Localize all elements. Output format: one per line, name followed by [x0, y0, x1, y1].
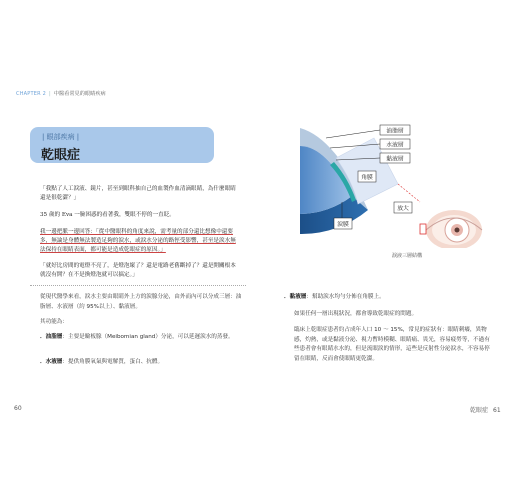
zoom-marker: [420, 224, 426, 234]
left-body-paragraph-1: 從現代醫學來看，淚水主要由眼睛外上方的淚腺分泌，由外而內可以分成三層：油脂層、水液層（約 95%以上）、黏液層。: [40, 294, 242, 310]
quote-paragraph-1: 「我點了人工淚液、鏡片，甚至到眼科抽自己的血製作血清滴眼睛，為什麼眼睛還是很乾澀？」: [40, 186, 236, 202]
bullet-water-text: ：提供角膜氧氣與電解質，蛋白、抗體。: [62, 359, 164, 365]
eye-illustration: [426, 210, 482, 248]
section-title: 乾眼症: [41, 148, 81, 163]
section-divider: [30, 285, 246, 286]
bullet-mucus-label: ．黏液層: [284, 294, 307, 300]
water-label: 水液層: [386, 142, 404, 149]
bullet-water-layer: [40, 358, 246, 368]
right-body-paragraph-2: 臨床上乾眼症患者約占成年人口 10 ～ 15%，常見的症狀有：眼睛刺癢，異物感，灼熱，或是黏液分泌、視力暫時模糊、眼睛痛、畏光，容易疲勞等，不過有些患者會有眼睛水水的，但是流眼淚的情形，這些是反射性分泌淚水，不容易停留在眼睛，反而會使眼睛更乾澀。: [294, 327, 490, 362]
tearfilm-label: 淚膜: [337, 222, 349, 228]
page-number-right: 61: [493, 407, 501, 414]
tear-film-diagram: [286, 118, 486, 248]
page-footer-right: [470, 405, 501, 414]
right-body-paragraph-1: 如果任何一層出現狀況，都會導致乾眼症的問題。: [294, 311, 418, 317]
header-separator: |: [48, 91, 51, 97]
bullet-oil-label: ．油脂層: [40, 334, 63, 340]
oil-label: 油脂層: [386, 128, 404, 135]
quote-paragraph-2-text: 我一邊把脈一邊回答：「從中醫眼科的角度來說，需考量的部分還比想像中還要多，無論是身體無法製造足夠的淚水，或淚水分泌的路徑受影響，甚至是淚水無法保持在眼睛表面，都可能是造成乾眼症的原因。」: [40, 229, 236, 254]
bullet-oil-text: ：主要是瞼板腺（Meibomian gland）分泌，可以延遲淚水的蒸發。: [62, 334, 234, 340]
running-header: [16, 90, 106, 97]
section-title-tail: [202, 148, 214, 158]
quote-paragraph-3: 「就好比房間的電燈不亮了，是燈泡壞了？還是電路老舊斷掉了？還是開關根本就沒有開？在不是換燈泡就可以搞定。」: [40, 263, 236, 279]
chapter-label: CHAPTER 2: [16, 91, 46, 97]
quote-paragraph-1-tail: 35 歲的 Eva 一臉困惑的看著我，雙眼不停的一直眨。: [40, 212, 175, 218]
bullet-water-label: ．水液層: [40, 359, 63, 365]
zoom-label: 放大: [397, 206, 409, 212]
quote-paragraph-2: [40, 228, 236, 256]
diagram-caption: 淚液三層結構: [392, 253, 423, 259]
left-body-paragraph-2: 其功能為：: [40, 319, 68, 325]
chapter-title: 中醫看常見的眼睛疾病: [53, 91, 106, 97]
footer-section-title: 乾眼症: [470, 407, 489, 414]
section-title-box: [30, 127, 214, 163]
section-tag: | 眼部疾病 |: [42, 133, 80, 141]
mucus-label: 黏液層: [386, 156, 404, 163]
bullet-mucus-text: ：幫助淚水均勻分佈在角膜上。: [306, 294, 385, 300]
cornea-label: 角膜: [361, 175, 373, 181]
oil-leader: [326, 130, 380, 138]
bullet-oil-layer: [40, 333, 246, 343]
zoom-dashed-line: [398, 184, 420, 202]
bullet-mucus-layer: [284, 293, 490, 303]
page-number-left: 60: [14, 405, 22, 412]
